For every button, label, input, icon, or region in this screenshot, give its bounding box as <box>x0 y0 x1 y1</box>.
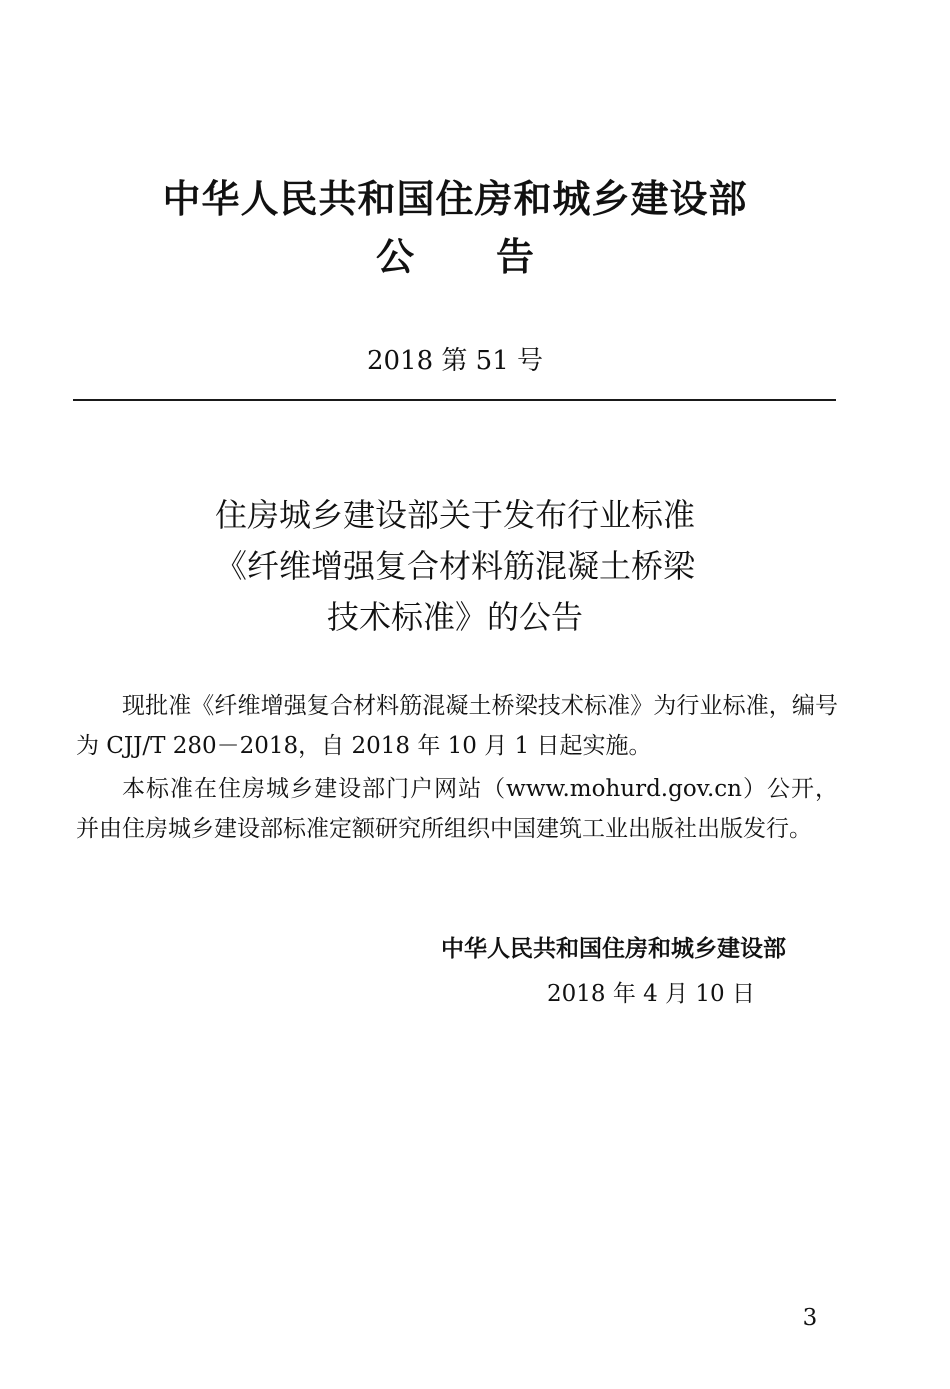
notice-label-char-1: 公 <box>375 235 414 279</box>
issue-date: 2018 年 4 月 10 日 <box>547 981 755 1007</box>
notice-label-char-2: 告 <box>496 235 535 279</box>
issuer-signature: 中华人民共和国住房和城乡建设部 <box>441 936 786 962</box>
announcement-body <box>76 686 838 849</box>
headline-line-3: 技术标准》的公告 <box>326 598 583 636</box>
announcement-headline <box>0 490 910 643</box>
ministry-title: 中华人民共和国住房和城乡建设部 <box>162 177 748 221</box>
notice-label <box>0 226 910 281</box>
body-paragraph-approval: 现批准《纤维增强复合材料筋混凝土桥梁技术标准》为行业标准，编号为 CJJ/T 280－2018，自 2018 年 10 月 1 日起实施。 <box>76 693 838 759</box>
header-divider <box>73 399 836 401</box>
headline-line-2: 《纤维增强复合材料筋混凝土桥梁 <box>214 547 695 585</box>
body-paragraph-publication: 本标准在住房城乡建设部门户网站（www.mohurd.gov.cn）公开，并由住房城乡建设部标准定额研究所组织中国建筑工业出版社出版发行。 <box>76 776 838 842</box>
issue-number: 2018 第 51 号 <box>366 346 544 376</box>
page-number: 3 <box>802 1305 818 1331</box>
headline-line-1: 住房城乡建设部关于发布行业标准 <box>214 496 695 534</box>
